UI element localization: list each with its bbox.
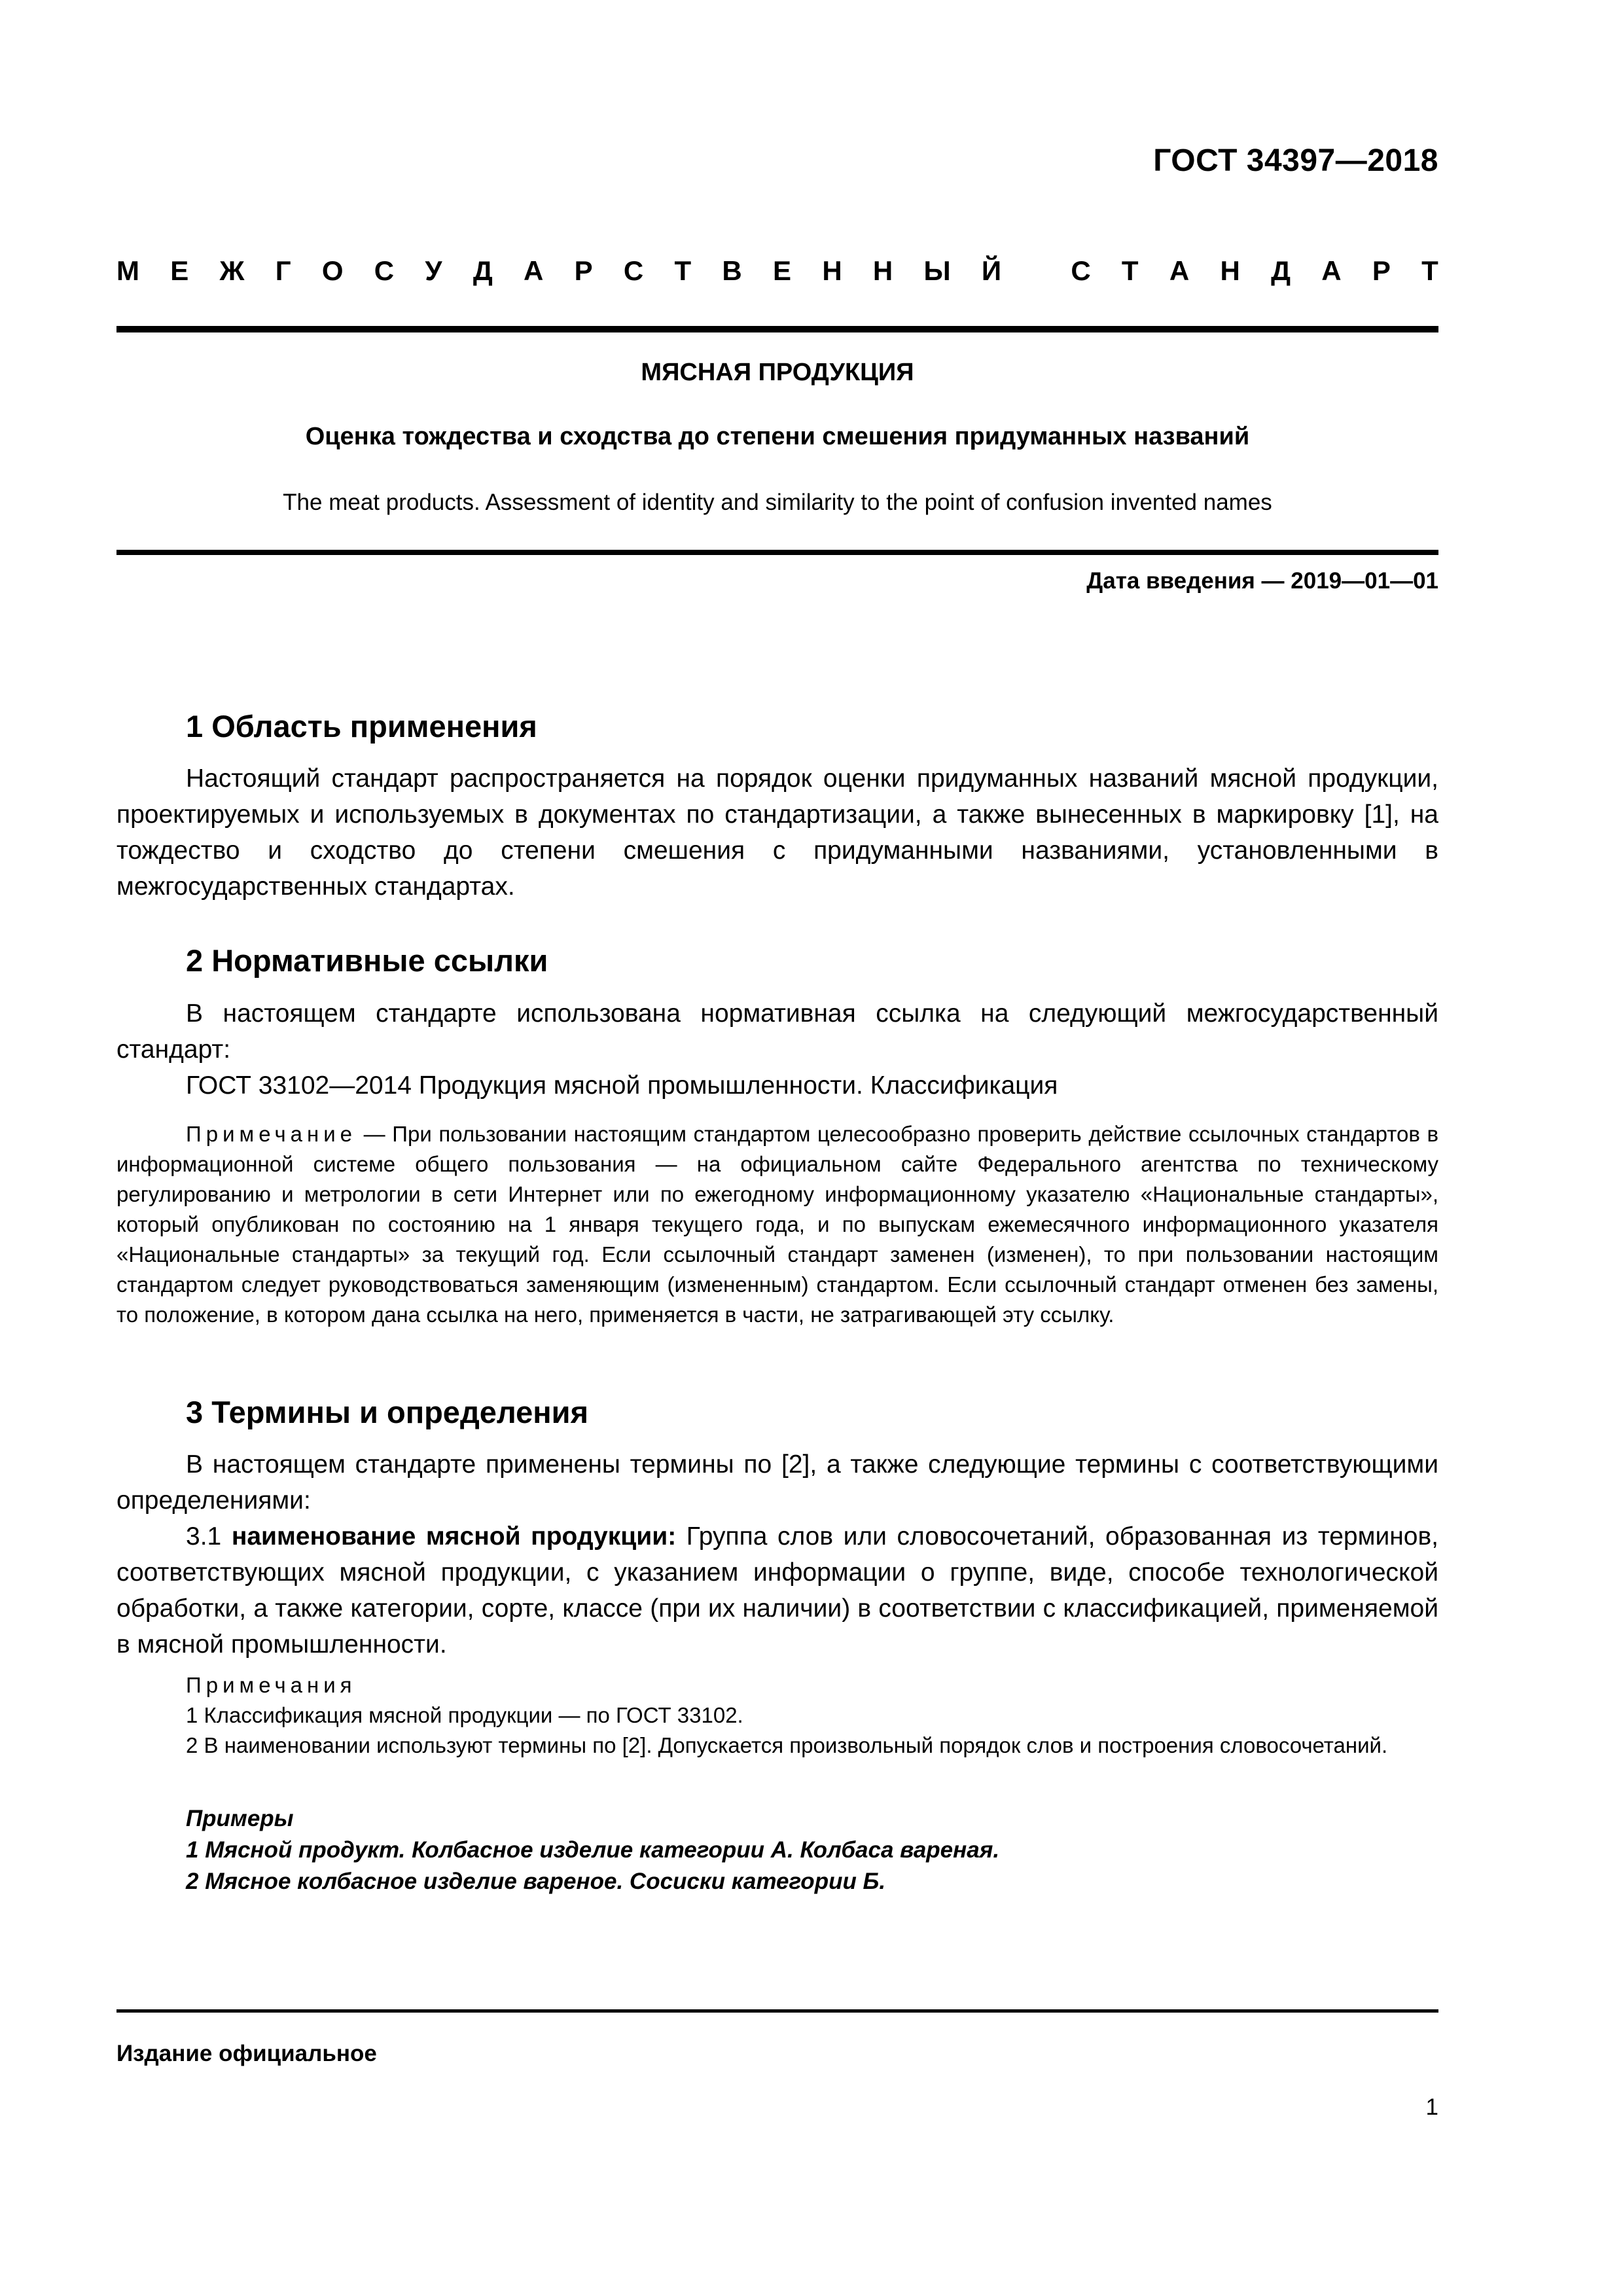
examples-label: Примеры	[186, 1806, 294, 1831]
standard-type-letter: Д	[1271, 255, 1291, 286]
normative-reference: ГОСТ 33102—2014 Продукция мясной промышленности. Классификация	[186, 1071, 1058, 1100]
section-1-heading: 1 Область применения	[186, 709, 537, 744]
section-2-text: В настоящем стандарте использована нормативная ссылка на следующий межгосударственный стандарт:	[116, 999, 1438, 1064]
standard-type-letter: А	[524, 255, 544, 286]
standard-type-letter: Д	[473, 255, 493, 286]
section-2-heading: 2 Нормативные ссылки	[186, 943, 548, 978]
example-1: 1 Мясной продукт. Колбасное изделие категории А. Колбаса вареная.	[186, 1837, 1000, 1863]
standard-type-letter: Й	[981, 255, 1002, 286]
top-divider	[116, 326, 1438, 332]
standard-type-letter: С	[374, 255, 395, 286]
section-3-heading: 3 Термины и определения	[186, 1395, 588, 1429]
standard-type-letter: Е	[170, 255, 189, 286]
standard-type-letter: Н	[822, 255, 842, 286]
note-2: 2 В наименовании используют термины по [2]. Допускается произвольный порядок слов и построения словосочетаний.	[186, 1733, 1388, 1757]
standard-type-letter: Т	[1121, 255, 1139, 286]
official-edition-label: Издание официальное	[116, 2041, 377, 2066]
standard-type-letter: В	[722, 255, 742, 286]
standard-type-heading	[116, 255, 1438, 287]
title-english: The meat products. Assessment of identity and similarity to the point of confusion invented names	[283, 490, 1272, 515]
standard-type-letter: А	[1169, 255, 1190, 286]
standard-type-letter: Т	[1421, 255, 1438, 286]
standard-type-letter: Е	[773, 255, 792, 286]
standard-type-letter: Ы	[923, 255, 951, 286]
standard-type-letter: Т	[674, 255, 692, 286]
standard-type-letter: М	[116, 255, 139, 286]
term-definition: 3.1 наименование мясной продукции: Группа слов или словосочетаний, образованная из терминов, соответствующих мясной продукции, с указанием информации о группе, виде, способе технологической обработки, а также категории, сорте, классе (при их наличии) в соответствии с классификацией, применяемой в мясной промышленности.	[116, 1522, 1439, 1659]
standard-type-letter: С	[623, 255, 644, 286]
standard-type-letter: У	[425, 255, 442, 286]
standard-type-letter: Н	[872, 255, 893, 286]
notes-label: Примечания	[186, 1673, 357, 1697]
standard-type-letter: А	[1321, 255, 1342, 286]
standard-type-letter	[1032, 255, 1040, 287]
title-main: МЯСНАЯ ПРОДУКЦИЯ	[641, 359, 914, 386]
note-1: 1 Классификация мясной продукции — по ГОСТ 33102.	[186, 1703, 743, 1727]
document-number: ГОСТ 34397—2018	[1153, 143, 1438, 178]
section-1-text: Настоящий стандарт распространяется на порядок оценки придуманных названий мясной продукции, проектируемых и используемых в документах по стандартизации, а также вынесенных в маркировку [1], на тождество и сходство до степени смешения с придуманными названиями, установленными в межгосударственных стандартах.	[116, 764, 1438, 901]
footer-divider	[116, 2009, 1438, 2013]
standard-type-letter: С	[1071, 255, 1091, 286]
standard-type-letter: Р	[1372, 255, 1391, 286]
standard-type-letter: Ж	[219, 255, 245, 286]
section-2-note: Примечание — При пользовании настоящим стандартом целесообразно проверить действие ссылочных стандартов в информационной системе общего пользования — на официальном сайте Федерального агентства по техническому регулированию и метрологии в сети Интернет или по ежегодному информационному указателю «Национальные стандарты», который опубликован по состоянию на 1 января текущего года, и по выпускам ежемесячного информационного указателя «Национальные стандарты» за текущий год. Если ссылочный стандарт заменен (изменен), то при пользовании настоящим стандартом следует руководствоваться заменяющим (измененным) стандартом. Если ссылочный стандарт отменен без замены, то положение, в котором дана ссылка на него, применяется в части, не затрагивающей эту ссылку.	[116, 1122, 1438, 1327]
date-of-introduction: Дата введения — 2019—01—01	[1086, 568, 1438, 594]
title-subtitle: Оценка тождества и сходства до степени смешения придуманных названий	[305, 423, 1250, 450]
example-2: 2 Мясное колбасное изделие вареное. Сосиски категории Б.	[186, 1869, 886, 1894]
section-3-text: В настоящем стандарте применены термины по [2], а также следующие термины с соответствующими определениями:	[116, 1450, 1438, 1515]
page-number: 1	[1425, 2094, 1438, 2120]
title-divider	[116, 550, 1438, 555]
standard-type-letter: Н	[1220, 255, 1240, 286]
standard-type-letter: Г	[275, 255, 291, 286]
standard-type-letter: Р	[574, 255, 593, 286]
standard-type-letter: О	[321, 255, 344, 286]
